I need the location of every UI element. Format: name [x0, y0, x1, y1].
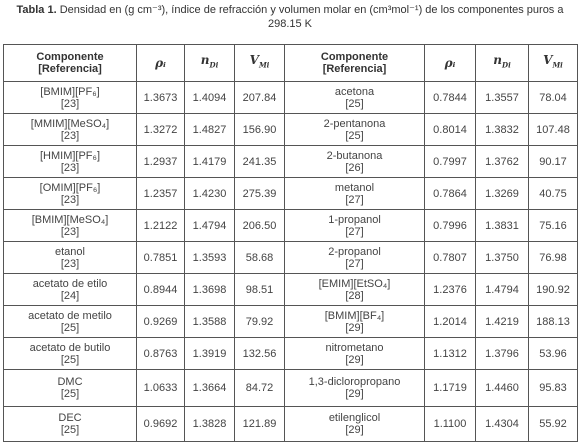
component-cell: [4, 370, 137, 407]
density-cell: 0.7997: [425, 146, 476, 178]
header-component-1: Componente [Referencia]: [4, 45, 137, 82]
density-cell: 0.7844: [425, 82, 476, 114]
molar-volume-cell: 76.98: [529, 242, 578, 274]
molar-volume-cell: 75.16: [529, 210, 578, 242]
molar-volume-cell: 98.51: [235, 274, 285, 306]
molar-volume-cell: 90.17: [529, 146, 578, 178]
density-cell: 0.8763: [137, 338, 185, 370]
reference: [25]: [60, 353, 80, 366]
component-name: acetona: [334, 85, 375, 98]
component-name: DMC: [57, 376, 83, 388]
header-component-2: Componente [Referencia]: [285, 45, 425, 82]
component-cell: [285, 178, 425, 210]
components-table: [3, 44, 578, 442]
reference: [23]: [60, 97, 80, 110]
refraction-cell: 1.4794: [185, 210, 235, 242]
density-cell: 0.8944: [137, 274, 185, 306]
component-name: [BMIM][MeSO₄]: [31, 213, 109, 226]
refraction-cell: 1.3588: [185, 306, 235, 338]
reference: [23]: [60, 161, 80, 174]
molar-volume-cell: 55.92: [529, 407, 578, 442]
reference: [28]: [345, 289, 364, 302]
molar-volume-cell: 79.92: [235, 306, 285, 338]
component-name: acetato de metilo: [28, 309, 112, 322]
component-name: acetato de etilo: [32, 277, 108, 290]
table-row: [4, 82, 578, 114]
component-cell: [4, 114, 137, 146]
component-cell: [285, 274, 425, 306]
component-name: [BMIM][BF₄]: [324, 309, 385, 322]
molar-volume-cell: 84.72: [235, 370, 285, 407]
component-name: [HMIM][PF₆]: [39, 149, 101, 162]
reference: [29]: [345, 353, 364, 366]
refraction-cell: 1.3919: [185, 338, 235, 370]
header-refraction-1: $n_{Di}$: [185, 45, 235, 82]
component-cell: [4, 338, 137, 370]
molar-volume-cell: 132.56: [235, 338, 285, 370]
component-cell: [4, 407, 137, 442]
header-row: [4, 45, 578, 82]
refraction-cell: 1.3750: [476, 242, 529, 274]
density-cell: 0.7807: [425, 242, 476, 274]
molar-volume-cell: 275.39: [235, 178, 285, 210]
density-cell: 1.1719: [425, 370, 476, 407]
molar-volume-cell: 53.96: [529, 338, 578, 370]
table-caption: [0, 0, 580, 38]
reference: [27]: [345, 257, 364, 270]
reference: [29]: [345, 388, 364, 400]
refraction-cell: 1.4219: [476, 306, 529, 338]
density-cell: 1.2014: [425, 306, 476, 338]
reference: [23]: [60, 257, 80, 270]
component-name: nitrometano: [325, 341, 384, 354]
component-cell: [285, 407, 425, 442]
table-row: [4, 114, 578, 146]
refraction-cell: 1.3269: [476, 178, 529, 210]
component-cell: [285, 338, 425, 370]
density-cell: 1.0633: [137, 370, 185, 407]
molar-volume-cell: 58.68: [235, 242, 285, 274]
molar-volume-cell: 207.84: [235, 82, 285, 114]
component-name: metanol: [334, 181, 375, 194]
reference: [25]: [60, 321, 80, 334]
component-cell: [285, 370, 425, 407]
header-molar-volume-2: $V_{Mi}$: [529, 45, 578, 82]
table-row: [4, 210, 578, 242]
refraction-cell: 1.4794: [476, 274, 529, 306]
molar-volume-cell: 241.35: [235, 146, 285, 178]
reference: [27]: [345, 193, 364, 206]
reference: [26]: [345, 161, 364, 174]
header-molar-volume-1: $V_{Mi}$: [235, 45, 285, 82]
refraction-cell: 1.4230: [185, 178, 235, 210]
component-name: 1,3-dicloropropano: [308, 376, 401, 388]
reference: [25]: [345, 97, 364, 110]
table-row: [4, 306, 578, 338]
density-cell: 0.9269: [137, 306, 185, 338]
density-cell: 0.7851: [137, 242, 185, 274]
reference: [25]: [60, 424, 80, 436]
component-cell: [4, 210, 137, 242]
caption-label: Tabla 1.: [16, 4, 57, 16]
table-row: [4, 178, 578, 210]
density-cell: 0.8014: [425, 114, 476, 146]
molar-volume-cell: 156.90: [235, 114, 285, 146]
refraction-cell: 1.4460: [476, 370, 529, 407]
caption-temperature: 298.15 K: [267, 18, 313, 30]
table-row: [4, 370, 578, 407]
molar-volume-cell: 40.75: [529, 178, 578, 210]
component-name: [OMIM][PF₆]: [39, 181, 101, 194]
component-name: [BMIM][PF₆]: [40, 85, 100, 98]
density-cell: 1.2376: [425, 274, 476, 306]
refraction-cell: 1.4179: [185, 146, 235, 178]
refraction-cell: 1.3831: [476, 210, 529, 242]
density-cell: 1.3673: [137, 82, 185, 114]
component-cell: [285, 146, 425, 178]
reference: [27]: [345, 225, 364, 238]
component-cell: [4, 274, 137, 306]
component-cell: [4, 242, 137, 274]
component-name: acetato de butilo: [29, 341, 111, 354]
reference: [29]: [345, 321, 364, 334]
component-cell: [4, 146, 137, 178]
molar-volume-cell: 206.50: [235, 210, 285, 242]
density-cell: 0.7996: [425, 210, 476, 242]
component-cell: [285, 82, 425, 114]
table-row: [4, 274, 578, 306]
component-cell: [285, 306, 425, 338]
refraction-cell: 1.4827: [185, 114, 235, 146]
density-cell: 1.2357: [137, 178, 185, 210]
reference: [23]: [60, 129, 80, 142]
table-row: [4, 242, 578, 274]
component-cell: [285, 242, 425, 274]
table-row: [4, 407, 578, 442]
component-name: DEC: [58, 412, 82, 424]
molar-volume-cell: 188.13: [529, 306, 578, 338]
refraction-cell: 1.3796: [476, 338, 529, 370]
refraction-cell: 1.3762: [476, 146, 529, 178]
reference: [25]: [60, 388, 80, 400]
component-name: 2-propanol: [328, 245, 381, 258]
component-cell: [4, 306, 137, 338]
component-cell: [285, 114, 425, 146]
header-refraction-2: $n_{Di}$: [476, 45, 529, 82]
molar-volume-cell: 121.89: [235, 407, 285, 442]
reference: [29]: [345, 424, 364, 436]
refraction-cell: 1.3828: [185, 407, 235, 442]
component-name: etanol: [55, 245, 85, 258]
refraction-cell: 1.3832: [476, 114, 529, 146]
reference: [23]: [60, 193, 80, 206]
refraction-cell: 1.3593: [185, 242, 235, 274]
molar-volume-cell: 107.48: [529, 114, 578, 146]
component-name: [MMIM][MeSO₄]: [30, 117, 110, 130]
density-cell: 1.3272: [137, 114, 185, 146]
component-cell: [4, 82, 137, 114]
density-cell: 1.1100: [425, 407, 476, 442]
refraction-cell: 1.3698: [185, 274, 235, 306]
component-name: etilenglicol: [328, 412, 381, 424]
reference: [23]: [60, 225, 80, 238]
refraction-cell: 1.3664: [185, 370, 235, 407]
refraction-cell: 1.3557: [476, 82, 529, 114]
header-density-2: ρᵢ: [425, 45, 476, 82]
component-cell: [4, 178, 137, 210]
reference: [24]: [60, 289, 80, 302]
component-name: [EMIM][EtSO₄]: [318, 277, 391, 290]
caption-text: Densidad en (g cm⁻³), índice de refracción y volumen molar en (cm³mol⁻¹) de los componentes puros a: [59, 4, 564, 16]
refraction-cell: 1.4304: [476, 407, 529, 442]
density-cell: 0.7864: [425, 178, 476, 210]
component-cell: [285, 210, 425, 242]
component-name: 1-propanol: [328, 213, 381, 226]
component-name: 2-butanona: [326, 149, 383, 162]
density-cell: 1.2937: [137, 146, 185, 178]
density-cell: 1.2122: [137, 210, 185, 242]
header-density-1: ρᵢ: [137, 45, 185, 82]
molar-volume-cell: 95.83: [529, 370, 578, 407]
table-row: [4, 338, 578, 370]
molar-volume-cell: 78.04: [529, 82, 578, 114]
component-name: 2-pentanona: [323, 117, 386, 130]
table-row: [4, 146, 578, 178]
reference: [25]: [345, 129, 364, 142]
molar-volume-cell: 190.92: [529, 274, 578, 306]
refraction-cell: 1.4094: [185, 82, 235, 114]
density-cell: 0.9692: [137, 407, 185, 442]
density-cell: 1.1312: [425, 338, 476, 370]
